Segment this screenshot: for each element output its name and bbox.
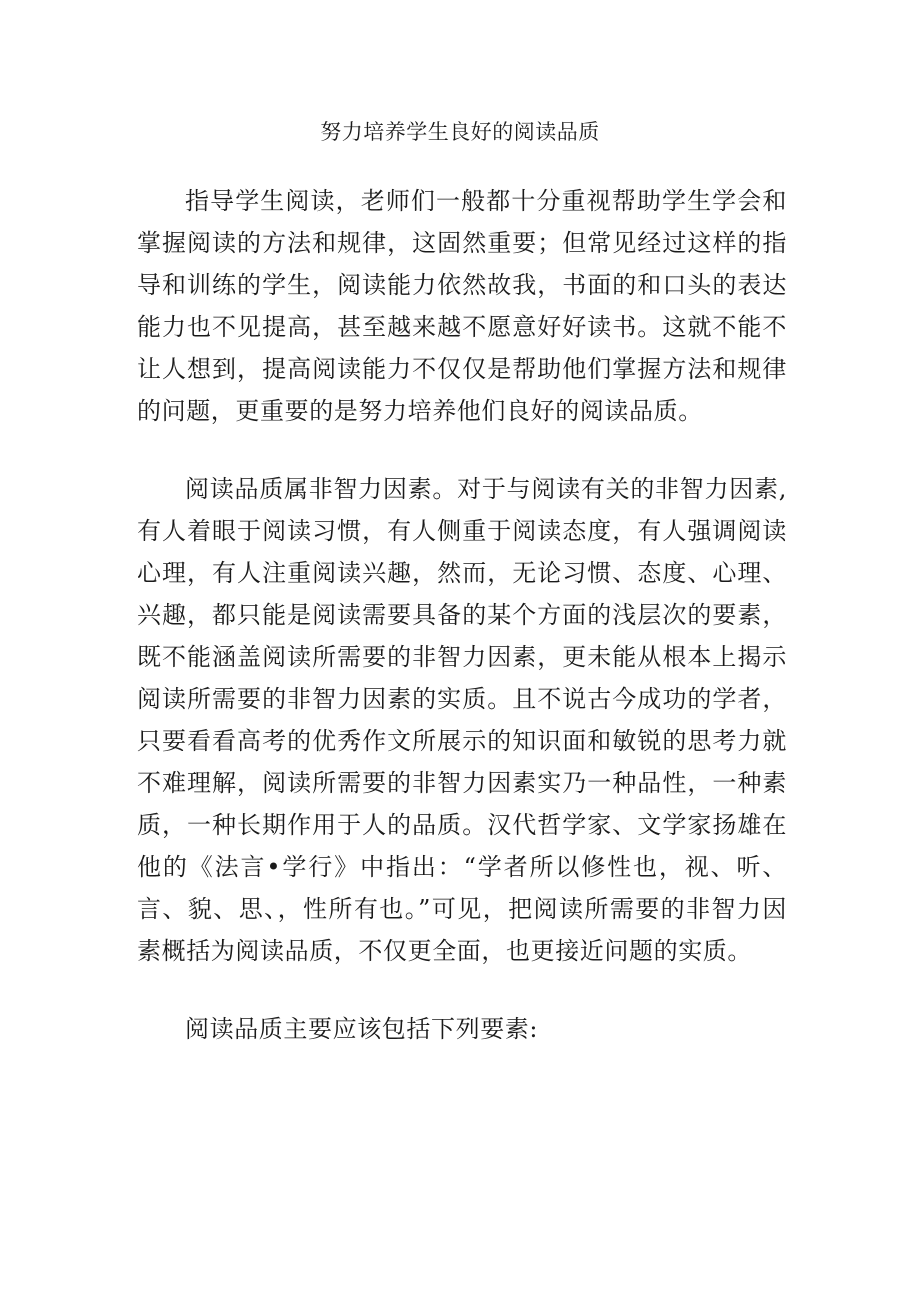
paragraph-3: 阅读品质主要应该包括下列要素: [185,1015,539,1043]
document-title: 努力培养学生良好的阅读品质 [320,120,600,144]
paragraph-1: 指导学生阅读，老师们一般都十分重视帮助学生学会和掌握阅读的方法和规律，这固然重要；但常见经过这样的指导和训练的学生，阅读能力依然故我，书面的和口头的表达能力也不见提高，甚至越来越不愿意好好读书。这就不能不让人想到，提高阅读能力不仅仅是帮助他们掌握方法和规律的问题，更重要的是努力培养他们良好的阅读品质。 [137,187,787,425]
paragraph-2: 阅读品质属非智力因素。对于与阅读有关的非智力因素,有人着眼于阅读习惯，有人侧重于阅读态度，有人强调阅读心理，有人注重阅读兴趣，然而，无论习惯、态度、心理、兴趣，都只能是阅读需要具备的某个方面的浅层次的要素，既不能涵盖阅读所需要的非智力因素，更未能从根本上揭示阅读所需要的非智力因素的实质。且不说古今成功的学者，只要看看高考的优秀作文所展示的知识面和敏锐的思考力就不难理解，阅读所需要的非智力因素实乃一种品性，一种素质，一种长期作用于人的品质。汉代哲学家、文学家扬雄在他的《法言•学行》中指出：“学者所以修性也，视、听、言、貌、思、，性所有也。”可见，把阅读所需要的非智力因素概括为阅读品质，不仅更全面，也更接近问题的实质。 [137,475,787,965]
document-body [137,180,787,1086]
